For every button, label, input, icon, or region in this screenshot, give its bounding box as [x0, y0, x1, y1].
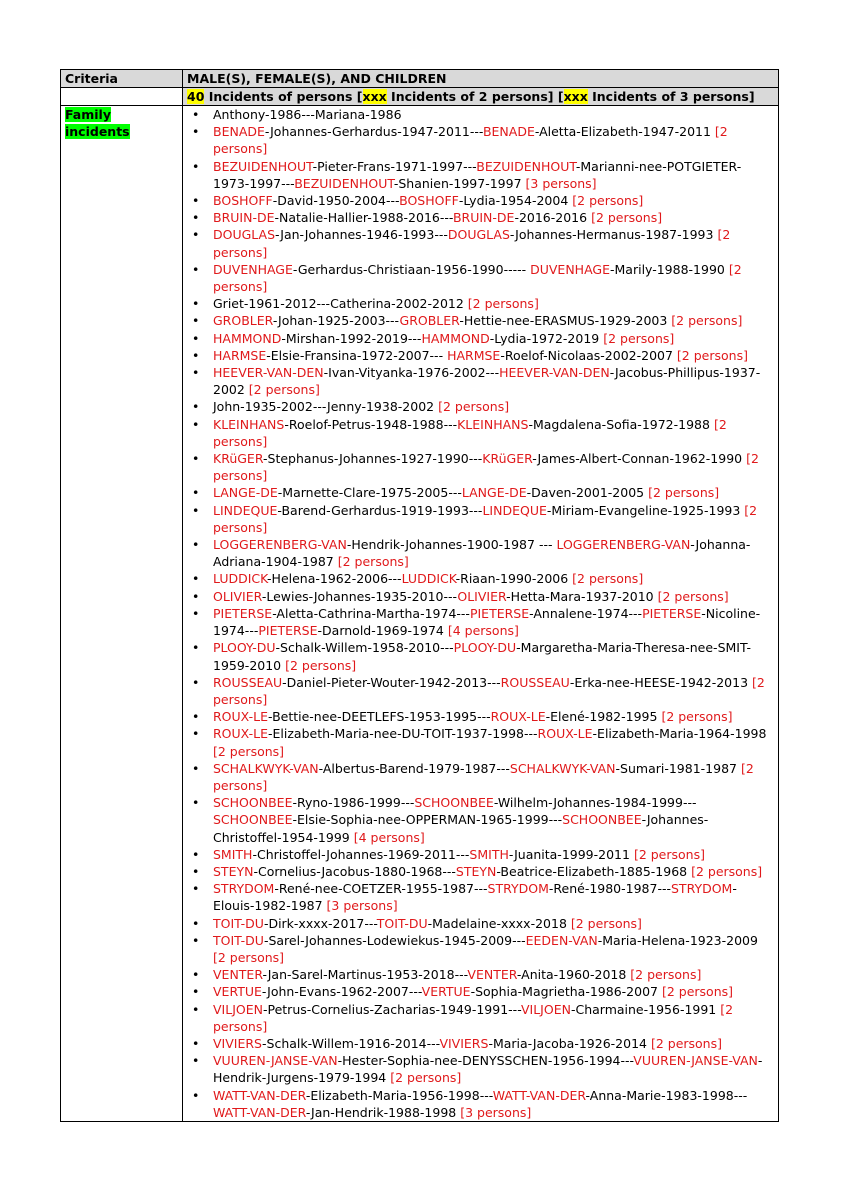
surname-highlight: [2 persons] — [213, 261, 742, 295]
surname-highlight: [2 persons] — [213, 451, 759, 484]
surname-highlight: LUDDICK — [213, 571, 268, 587]
surname-highlight: [2 persons] — [390, 1070, 462, 1086]
surname-highlight: HEEVER-VAN-DEN — [213, 365, 324, 381]
entry-text: -Sophia-Magrietha-1986-2007 — [470, 984, 662, 1000]
surname-highlight: SCHALKWYK-VAN — [213, 760, 319, 776]
surname-highlight: [2 persons] — [633, 846, 705, 862]
entry-text: -Gerhardus-Christiaan-1956-1990----- — [292, 261, 531, 277]
entry-text: -Elsie-Fransina-1972-2007--- — [266, 347, 448, 363]
incident-entry — [187, 416, 774, 450]
entry-text: Griet-1961-2012---Catherina-2002-2012 — [213, 296, 468, 312]
entry-text: -Elizabeth-Maria-nee-DU-TOIT-1937-1998--- — [268, 726, 538, 742]
surname-highlight: KRüGER — [213, 451, 264, 467]
incident-entry — [187, 639, 774, 673]
surname-highlight: ROUX-LE — [213, 726, 268, 742]
summary-row — [61, 88, 779, 106]
surname-highlight: PIETERSE — [469, 605, 530, 621]
incident-entry — [187, 106, 774, 123]
entry-text: Anthony-1986---Mariana-1986 — [213, 107, 402, 122]
surname-highlight: LINDEQUE — [482, 502, 547, 518]
entry-text: -David-1950-2004--- — [272, 193, 400, 209]
surname-highlight: DOUGLAS — [213, 227, 276, 243]
entry-text: -Johannes-Gerhardus-1947-2011--- — [264, 124, 483, 140]
entry-text: -Pieter-Frans-1971-1997--- — [312, 158, 477, 174]
surname-highlight: [2 persons] — [213, 743, 285, 759]
incident-entry — [187, 932, 774, 966]
surname-highlight: STRYDOM — [213, 881, 275, 897]
surname-highlight: BOSHOFF — [399, 193, 459, 209]
surname-highlight: DUVENHAGE — [213, 261, 293, 277]
surname-highlight: HAMMOND — [421, 330, 490, 346]
surname-highlight: HARMSE — [447, 347, 501, 363]
incident-entry — [187, 502, 774, 536]
surname-highlight: PLOOY-DU — [453, 640, 517, 656]
entry-text: -Elené-1982-1995 — [545, 709, 662, 725]
surname-highlight: WATT-VAN-DER — [213, 1087, 306, 1103]
two-person-count: xxx — [362, 89, 387, 104]
incident-entry — [187, 760, 774, 794]
incident-entry — [187, 863, 774, 880]
entry-text: -Bettie-nee-DEETLEFS-1953-1995--- — [268, 709, 491, 725]
incident-entry — [187, 725, 774, 759]
entry-text: -Daven-2001-2005 — [526, 485, 649, 501]
incident-entry — [187, 398, 774, 415]
entry-text: -Lydia-1954-2004 — [458, 193, 573, 209]
entry-text: -Annalene-1974--- — [529, 605, 643, 621]
surname-highlight: [2 persons] — [570, 915, 642, 931]
entry-text: -Christoffel-Johannes-1969-2011--- — [252, 846, 470, 862]
incident-entry — [187, 158, 774, 192]
surname-highlight: SCHALKWYK-VAN — [509, 760, 616, 776]
incident-entry — [187, 450, 774, 484]
entry-text: -Magdalena-Sofia-1972-1988 — [528, 416, 714, 432]
incident-entry — [187, 846, 774, 863]
surname-highlight: GROBLER — [399, 313, 460, 329]
incident-entry — [187, 708, 774, 725]
surname-highlight: [2 persons] — [467, 296, 539, 312]
surname-highlight: [2 persons] — [213, 674, 765, 707]
category-header: MALE(S), FEMALE(S), AND CHILDREN — [183, 70, 779, 88]
entry-text: -Natalie-Hallier-1988-2016--- — [274, 210, 453, 226]
entry-text: -Jan-Sarel-Martinus-1953-2018--- — [262, 967, 468, 983]
entry-text: -Marnette-Clare-1975-2005--- — [277, 485, 462, 501]
entry-text: -Elizabeth-Maria-1964-1998 — [592, 726, 767, 742]
entry-text: -Roelof-Nicolaas-2002-2007 — [500, 347, 677, 363]
incident-entry — [187, 536, 774, 570]
entry-text: -Hetta-Mara-1937-2010 — [506, 588, 658, 604]
surname-highlight: VERTUE — [421, 984, 471, 1000]
surname-highlight: [2 persons] — [661, 709, 733, 725]
entry-text: -Hettie-nee-ERASMUS-1929-2003 — [459, 313, 672, 329]
surname-highlight: BENADE — [213, 124, 265, 140]
entry-text: -Johannes-Christoffel-1954-1999 — [213, 812, 709, 845]
entry-text: -Elsie-Sophia-nee-OPPERMAN-1965-1999--- — [292, 812, 563, 828]
incident-entry — [187, 295, 774, 312]
surname-highlight: [2 persons] — [213, 227, 731, 260]
surname-highlight: WATT-VAN-DER — [213, 1104, 306, 1120]
surname-highlight: DUVENHAGE — [530, 261, 610, 277]
surname-highlight: VILJOEN — [213, 1001, 263, 1017]
surname-highlight: VUUREN-JANSE-VAN — [633, 1053, 758, 1069]
surname-highlight: [2 persons] — [650, 1035, 722, 1051]
entry-text: -Albertus-Barend-1979-1987--- — [318, 760, 510, 776]
surname-highlight: PIETERSE — [213, 605, 273, 621]
entry-text: -Anna-Marie-1983-1998--- — [585, 1087, 747, 1103]
surname-highlight: LANGE-DE — [461, 485, 527, 501]
incident-entry — [187, 588, 774, 605]
entry-text: -Dirk-xxxx-2017--- — [263, 915, 377, 931]
incident-entry — [187, 209, 774, 226]
document-page — [60, 69, 779, 1122]
surname-highlight: BEZUIDENHOUT — [294, 175, 394, 191]
incident-entry — [187, 484, 774, 501]
surname-highlight: BRUIN-DE — [452, 210, 515, 226]
surname-highlight: BEZUIDENHOUT — [476, 158, 576, 174]
surname-highlight: SCHOONBEE — [213, 795, 293, 811]
surname-highlight: KLEINHANS — [457, 416, 529, 432]
surname-highlight: TOIT-DU — [213, 932, 264, 948]
entry-text: -Sarel-Johannes-Lodewiekus-1945-2009--- — [263, 932, 526, 948]
surname-highlight: BRUIN-DE — [213, 210, 275, 226]
surname-highlight: HARMSE — [213, 347, 267, 363]
surname-highlight: [3 persons] — [460, 1104, 532, 1120]
summary-text-3: Incidents of 3 persons] — [587, 89, 755, 104]
surname-highlight: [2 persons] — [213, 124, 728, 157]
surname-highlight: KRüGER — [482, 451, 533, 467]
surname-highlight: TOIT-DU — [376, 915, 428, 931]
surname-highlight: LOGGERENBERG-VAN — [213, 537, 347, 553]
family-incidents-row — [61, 106, 779, 1122]
surname-highlight: [2 persons] — [213, 502, 758, 535]
surname-highlight: VERTUE — [213, 984, 262, 1000]
surname-highlight: [2 persons] — [657, 588, 729, 604]
surname-highlight: TOIT-DU — [213, 915, 264, 931]
entry-text: -Erka-nee-HEESE-1942-2013 — [569, 674, 753, 690]
surname-highlight: [4 persons] — [447, 623, 519, 639]
surname-highlight: OLIVIER — [457, 588, 507, 604]
summary-spacer-cell — [61, 88, 183, 106]
entry-text: -Miriam-Evangeline-1925-1993 — [546, 502, 745, 518]
entry-text: -Anita-1960-2018 — [516, 967, 631, 983]
entry-text: -Elizabeth-Maria-1956-1998--- — [305, 1087, 493, 1103]
entry-text: -Riaan-1990-2006 — [455, 571, 573, 587]
criteria-header: Criteria — [61, 70, 183, 88]
surname-highlight: LINDEQUE — [213, 502, 278, 518]
surname-highlight: ROUX-LE — [490, 709, 546, 725]
incident-entry — [187, 330, 774, 347]
incident-entry — [187, 915, 774, 932]
entry-text: -René-nee-COETZER-1955-1987--- — [274, 881, 488, 897]
surname-highlight: [2 persons] — [676, 347, 748, 363]
surname-highlight: ROUSSEAU — [213, 674, 283, 690]
entry-text: -Stephanus-Johannes-1927-1990--- — [263, 451, 483, 467]
surname-highlight: [2 persons] — [213, 760, 754, 793]
surname-highlight: SCHOONBEE — [562, 812, 642, 828]
surname-highlight: [2 persons] — [691, 863, 763, 879]
entry-text: -Johannes-Hermanus-1987-1993 — [509, 227, 718, 243]
surname-highlight: [3 persons] — [326, 898, 398, 914]
surname-highlight: VIVIERS — [439, 1035, 489, 1051]
incident-entry — [187, 123, 774, 157]
entry-text: -Charmaine-1956-1991 — [570, 1001, 721, 1017]
surname-highlight: [2 persons] — [438, 399, 510, 415]
incident-list — [187, 106, 774, 1121]
surname-highlight: LANGE-DE — [213, 485, 278, 501]
entry-text: -Schalk-Willem-1916-2014--- — [262, 1035, 440, 1051]
incident-entry — [187, 983, 774, 1000]
entry-text: -Juanita-1999-2011 — [508, 846, 634, 862]
entry-text: -Jan-Johannes-1946-1993--- — [275, 227, 448, 243]
surname-highlight: STRYDOM — [671, 881, 733, 897]
surname-highlight: [2 persons] — [337, 554, 409, 570]
surname-highlight: VUUREN-JANSE-VAN — [213, 1053, 338, 1069]
surname-highlight: BENADE — [482, 124, 535, 140]
surname-highlight: [2 persons] — [572, 193, 644, 209]
entry-text: -Ivan-Vityanka-1976-2002--- — [323, 365, 500, 381]
entry-text: -Barend-Gerhardus-1919-1993--- — [277, 502, 483, 518]
surname-highlight: SMITH — [469, 846, 509, 862]
entry-text: -Nicoline-1974--- — [213, 605, 761, 639]
entry-text: -Roelof-Petrus-1948-1988--- — [284, 416, 458, 432]
surname-highlight: [2 persons] — [661, 984, 734, 1000]
entry-text: -Jacobus-Phillipus-1937-2002 — [213, 365, 761, 398]
surname-highlight: LOGGERENBERG-VAN — [556, 537, 691, 553]
surname-highlight: HAMMOND — [213, 330, 282, 346]
incident-entry — [187, 347, 774, 364]
entry-text: -Wilhelm-Johannes-1984-1999--- — [493, 795, 697, 811]
surname-highlight: ROUX-LE — [213, 709, 268, 725]
entry-text: -Sumari-1981-1987 — [615, 760, 741, 776]
incident-entry — [187, 1001, 774, 1035]
surname-highlight: [2 persons] — [572, 571, 644, 587]
surname-highlight: ROUSSEAU — [500, 674, 570, 690]
surname-highlight: VILJOEN — [520, 1001, 571, 1017]
incident-entry — [187, 312, 774, 329]
surname-highlight: STEYN — [455, 863, 497, 879]
entry-text: -Hendrik-Johannes-1900-1987 --- — [346, 537, 557, 553]
entry-text: -Johan-1925-2003--- — [272, 313, 400, 329]
entry-text: -Hester-Sophia-nee-DENYSSCHEN-1956-1994--- — [337, 1053, 634, 1069]
total-count: 40 — [187, 89, 205, 104]
entry-text: -Shanien-1997-1997 — [393, 175, 526, 191]
entry-text: -Madelaine-xxxx-2018 — [427, 915, 571, 931]
surname-highlight: SMITH — [213, 846, 253, 862]
surname-highlight: SCHOONBEE — [213, 812, 293, 828]
entry-text: -Mirshan-1992-2019--- — [281, 330, 422, 346]
surname-highlight: PIETERSE — [642, 605, 702, 621]
entry-text: -Marily-1988-1990 — [610, 261, 729, 277]
surname-highlight: PIETERSE — [258, 623, 318, 639]
entry-text: -Helena-1962-2006--- — [267, 571, 402, 587]
incident-entry — [187, 570, 774, 587]
entries-cell — [183, 106, 779, 1122]
entry-text: -Maria-Jacoba-1926-2014 — [488, 1035, 651, 1051]
surname-highlight: [4 persons] — [353, 829, 425, 845]
entry-text: -Lewies-Johannes-1935-2010--- — [261, 588, 458, 604]
surname-highlight: WATT-VAN-DER — [492, 1087, 586, 1103]
entry-text: -Elouis-1982-1987 — [213, 881, 737, 914]
surname-highlight: VIVIERS — [213, 1035, 262, 1051]
incident-entry — [187, 605, 774, 639]
incidents-table — [60, 69, 779, 1122]
entry-text: -Cornelius-Jacobus-1880-1968--- — [253, 863, 456, 879]
entry-text: -Petrus-Cornelius-Zacharias-1949-1991--- — [262, 1001, 521, 1017]
incident-entry — [187, 880, 774, 914]
entry-text: -Beatrice-Elizabeth-1885-1968 — [496, 863, 692, 879]
surname-highlight: DOUGLAS — [447, 227, 510, 243]
entry-text: -Darnold-1969-1974 — [317, 623, 448, 639]
summary-cell — [183, 88, 779, 106]
surname-highlight: ROUX-LE — [537, 726, 593, 742]
surname-highlight: [2 persons] — [603, 330, 675, 346]
entry-text: -Hendrik-Jurgens-1979-1994 — [213, 1053, 763, 1086]
incident-entry — [187, 192, 774, 209]
entry-text: -Jan-Hendrik-1988-1998 — [305, 1104, 461, 1120]
incident-entry — [187, 1052, 774, 1086]
entry-text: -Margaretha-Maria-Theresa-nee-SMIT-1959-2010 — [213, 640, 751, 673]
entry-text: -James-Albert-Connan-1962-1990 — [532, 451, 747, 467]
surname-highlight: [2 persons] — [213, 416, 727, 449]
header-row — [61, 70, 779, 88]
surname-highlight: VENTER — [213, 967, 263, 983]
surname-highlight: LUDDICK — [401, 571, 456, 587]
surname-highlight: EEDEN-VAN — [525, 932, 598, 948]
surname-highlight: PLOOY-DU — [213, 640, 276, 656]
incident-entry — [187, 364, 774, 398]
surname-highlight: BEZUIDENHOUT — [213, 158, 313, 174]
category-label: Family incidents — [65, 107, 130, 139]
entry-text: -Schalk-Willem-1958-2010--- — [275, 640, 454, 656]
three-person-count: xxx — [563, 89, 588, 104]
incident-entry — [187, 1087, 774, 1121]
surname-highlight: [2 persons] — [213, 1001, 734, 1034]
surname-highlight: STRYDOM — [487, 881, 549, 897]
incident-entry — [187, 261, 774, 295]
incident-entry — [187, 226, 774, 260]
surname-highlight: BOSHOFF — [213, 193, 273, 209]
summary-text-2: Incidents of 2 persons] [ — [386, 89, 564, 104]
entry-text: -René-1980-1987--- — [548, 881, 671, 897]
surname-highlight: OLIVIER — [213, 588, 262, 604]
surname-highlight: HEEVER-VAN-DEN — [499, 365, 610, 381]
surname-highlight: [2 persons] — [648, 485, 720, 501]
entry-text: -Aletta-Cathrina-Martha-1974--- — [272, 605, 470, 621]
surname-highlight: [2 persons] — [285, 657, 357, 673]
surname-highlight: [3 persons] — [525, 175, 597, 191]
surname-highlight: GROBLER — [213, 313, 273, 329]
entry-text: -Aletta-Elizabeth-1947-2011 — [534, 124, 715, 140]
entry-text: -Lydia-1972-2019 — [489, 330, 604, 346]
surname-highlight: SCHOONBEE — [414, 795, 494, 811]
entry-text: -2016-2016 — [514, 210, 592, 226]
entry-text: -Daniel-Pieter-Wouter-1942-2013--- — [282, 674, 501, 690]
entry-text: -Maria-Helena-1923-2009 — [597, 932, 758, 948]
surname-highlight: [2 persons] — [671, 313, 743, 329]
entry-text: -John-Evans-1962-2007--- — [261, 984, 422, 1000]
entry-text: John-1935-2002---Jenny-1938-2002 — [213, 399, 439, 415]
surname-highlight: [2 persons] — [591, 210, 663, 226]
surname-highlight: STEYN — [213, 863, 254, 879]
surname-highlight: [2 persons] — [248, 382, 320, 398]
incident-entry — [187, 674, 774, 708]
surname-highlight: KLEINHANS — [213, 416, 285, 432]
incident-entry — [187, 1035, 774, 1052]
surname-highlight: [2 persons] — [630, 967, 702, 983]
summary-text-1: Incidents of persons [ — [204, 89, 363, 104]
surname-highlight: VENTER — [467, 967, 517, 983]
criteria-cell — [61, 106, 183, 1122]
incident-entry — [187, 794, 774, 846]
entry-text: -Ryno-1986-1999--- — [292, 795, 415, 811]
incident-entry — [187, 966, 774, 983]
entry-text: -Marianni-nee-POTGIETER-1973-1997--- — [213, 158, 742, 191]
surname-highlight: [2 persons] — [213, 949, 285, 965]
entry-text: -Johanna-Adriana-1904-1987 — [213, 537, 751, 570]
